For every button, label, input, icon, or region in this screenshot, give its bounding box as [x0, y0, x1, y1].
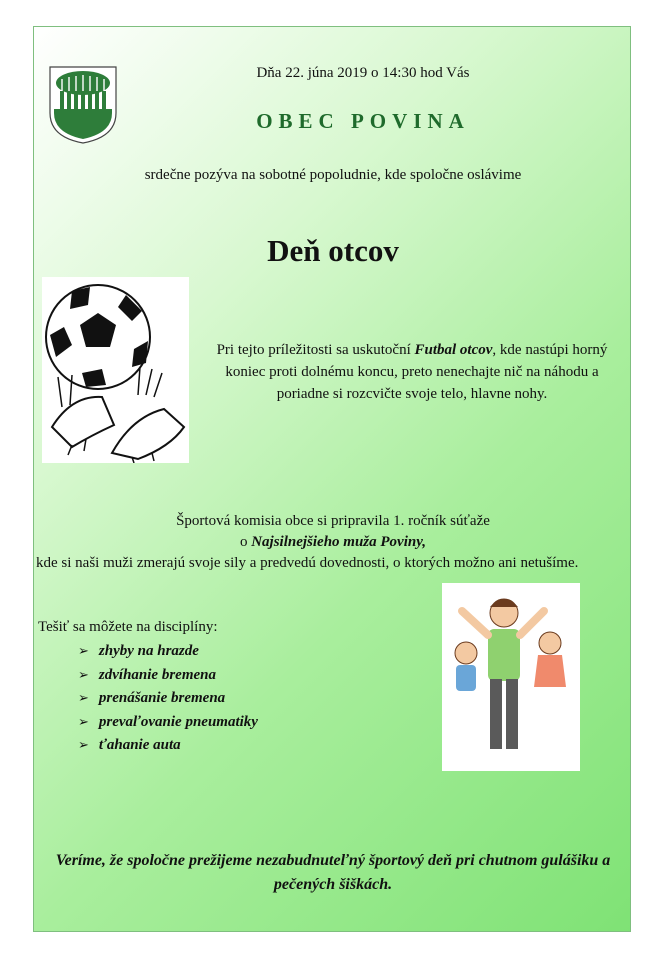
football-text-pre: Pri tejto príležitosti sa uskutoční: [216, 342, 415, 358]
disciplines-heading: Tešiť sa môžete na disciplíny:: [38, 619, 218, 635]
list-item: [78, 640, 258, 664]
discipline-label: zdvíhanie bremena: [98, 666, 216, 683]
invitation-text: srdečne pozýva na sobotné popoludnie, kde spoločne oslávime: [144, 167, 522, 183]
list-item: [78, 711, 258, 735]
invitation-poster: [33, 26, 631, 932]
arrow-bullet-icon: ➢: [78, 667, 89, 683]
competition-line-3: kde si naši muži zmerajú svoje sily a predvedú dovednosti, o ktorých možno ani netušíme.: [36, 555, 579, 571]
arrow-bullet-icon: ➢: [78, 714, 89, 730]
disciplines-section: [38, 619, 258, 758]
disciplines-list: [78, 640, 258, 758]
competition-line-1: Športová komisia obce si pripravila 1. ročník súťaže: [176, 513, 490, 529]
arrow-bullet-icon: ➢: [78, 738, 89, 753]
arrow-bullet-icon: ➢: [78, 691, 89, 706]
football-boots-illustration: [42, 277, 189, 463]
discipline-label: prevaľovanie pneumatiky: [98, 713, 258, 730]
football-event-name: Futbal otcov: [414, 342, 493, 358]
competition-line-2: [34, 532, 632, 553]
closing-message: Veríme, že spoločne prežijeme nezabudnuteľný športový deň pri chutnom gulášiku a pečených šiškách.: [55, 852, 611, 893]
football-text-post: , kde nastúpi horný koniec proti dolnému koncu, preto nenechajte nič na náhodu a poriadne si rozcvičte svoje telo, hlavne nohy.: [225, 342, 608, 402]
event-date: Dňa 22. júna 2019 o 14:30 hod Vás: [256, 65, 470, 81]
discipline-label: ťahanie auta: [98, 737, 181, 753]
event-title: Deň otcov: [267, 233, 399, 268]
village-name: OBEC POVINA: [256, 109, 470, 133]
competition-name: Najsilnejšieho muža Poviny,: [251, 534, 427, 550]
discipline-label: zhyby na hrazde: [98, 643, 199, 659]
competition-line-2-pre: o: [239, 534, 252, 550]
list-item: [78, 664, 258, 688]
football-match-paragraph: [202, 339, 622, 405]
arrow-bullet-icon: ➢: [78, 644, 89, 659]
list-item: [78, 734, 258, 758]
competition-paragraph: [34, 511, 632, 574]
family-illustration: [442, 583, 580, 771]
list-item: [78, 687, 258, 711]
discipline-label: prenášanie bremena: [98, 690, 226, 706]
